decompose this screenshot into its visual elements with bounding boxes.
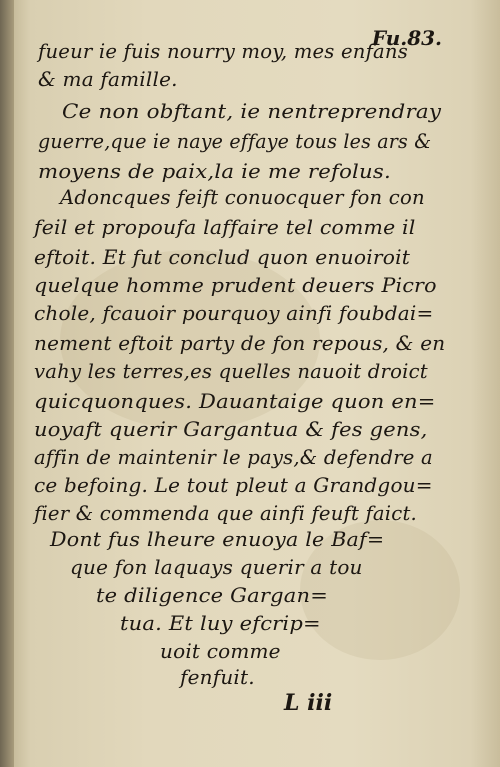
text-line: uoit comme bbox=[160, 639, 281, 663]
text-line: fueur ie fuis nourry moy, mes enfans bbox=[38, 39, 409, 63]
folio-number: Fu.83. bbox=[371, 26, 442, 50]
text-line: eftoit. Et fut conclud quon enuoiroit bbox=[34, 245, 411, 269]
text-line: nement eftoit party de fon repous, & en bbox=[34, 331, 446, 355]
text-line: tua. Et luy efcrip= bbox=[120, 611, 321, 635]
text-line: fenfuit. bbox=[180, 665, 255, 689]
text-line: Dont fus lheure enuoya le Baf= bbox=[50, 527, 385, 551]
text-line: & ma famille. bbox=[38, 67, 178, 91]
text-line: Adoncques feift conuocquer fon con bbox=[60, 185, 425, 209]
text-line: fier & commenda que ainfi feuft faict. bbox=[34, 501, 417, 525]
text-line: vahy les terres,es quelles nauoit droict bbox=[34, 359, 428, 383]
text-line: ce befoing. Le tout pleut a Grandgou= bbox=[34, 473, 433, 497]
text-line: quelque homme prudent deuers Picro bbox=[34, 273, 437, 297]
text-line: affin de maintenir le pays,& defendre a bbox=[34, 445, 433, 469]
text-line: moyens de paix,la ie me refolus. bbox=[38, 159, 391, 183]
text-line: quicquonques. Dauantaige quon en= bbox=[34, 389, 436, 413]
text-line: te diligence Gargan= bbox=[96, 583, 329, 607]
text-line: feil et propoufa laffaire tel comme il bbox=[34, 215, 416, 239]
text-line: Ce non obftant, ie nentreprendray bbox=[62, 99, 442, 123]
text-line: chole, fcauoir pourquoy ainfi foubdai= bbox=[34, 301, 434, 325]
text-line: guerre,que ie naye effaye tous les ars & bbox=[38, 129, 432, 153]
text-line: que fon laquays querir a tou bbox=[70, 555, 363, 579]
text-line: uoyaft querir Gargantua & fes gens, bbox=[34, 417, 428, 441]
signature-mark: L iii bbox=[284, 690, 333, 716]
